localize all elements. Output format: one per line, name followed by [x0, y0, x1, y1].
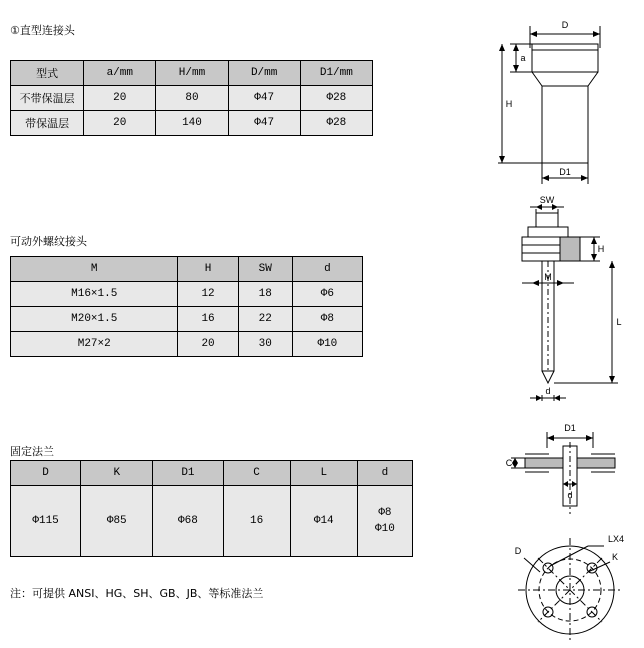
table3-header-5: d: [357, 461, 412, 486]
table3-header-4: L: [290, 461, 357, 486]
table-header-row: [11, 257, 363, 282]
table1-header-0: 型式: [11, 61, 84, 86]
dim-label-M: M: [544, 272, 552, 282]
table2-r2-c0: M27×2: [11, 332, 178, 357]
table1-header-4: D1/mm: [300, 61, 372, 86]
table1-r0-c3: Φ47: [228, 86, 300, 111]
table1-r0-c0: 不带保温层: [11, 86, 84, 111]
table-row: [11, 111, 373, 136]
table2-r2-c3: Φ10: [292, 332, 362, 357]
drawing-straight-connector: [490, 8, 640, 188]
table2-r2-c2: 30: [238, 332, 292, 357]
table2-r2-c1: 20: [178, 332, 238, 357]
table1-header-2: H/mm: [156, 61, 228, 86]
table-row: [11, 486, 413, 557]
section-title-flange: 固定法兰: [10, 445, 54, 458]
table2-r0-c3: Φ6: [292, 282, 362, 307]
dim-label-d: d: [545, 386, 551, 396]
table2-r0-c0: M16×1.5: [11, 282, 178, 307]
dim-label-C: C: [505, 458, 513, 468]
drawing-flange-side: [505, 418, 635, 528]
dim-label-D1: D1: [564, 423, 576, 433]
table3-header-2: D1: [153, 461, 223, 486]
table-row: [11, 307, 363, 332]
section-title-thread-joint: 可动外螺纹接头: [10, 235, 87, 248]
table1-r0-c2: 80: [156, 86, 228, 111]
table3-r0-c5-line0: Φ8: [378, 506, 392, 519]
footnote-standard-flanges: 注：可提供 ANSI、HG、SH、GB、JB、等标准法兰: [10, 587, 264, 600]
table3-r0-c2: Φ68: [153, 486, 223, 557]
table-row: [11, 86, 373, 111]
table2-header-2: SW: [238, 257, 292, 282]
table3-r0-c3: 16: [223, 486, 290, 557]
section-title-straight-connector: ①直型连接头: [10, 24, 75, 37]
table1-header-3: D/mm: [228, 61, 300, 86]
table3-header-1: K: [81, 461, 153, 486]
dim-label-H: H: [505, 99, 513, 109]
dim-label-K: K: [611, 552, 619, 562]
table-header-row: [11, 61, 373, 86]
dim-label-L: L: [616, 317, 622, 327]
table2-header-0: M: [11, 257, 178, 282]
table2-header-3: d: [292, 257, 362, 282]
dim-label-d: d: [567, 490, 573, 500]
dim-label-D: D: [514, 546, 522, 556]
table2-header-1: H: [178, 257, 238, 282]
table-straight-connector: [10, 60, 373, 136]
dim-label-D: D: [561, 20, 569, 30]
table3-r0-c1: Φ85: [81, 486, 153, 557]
table-header-row: [11, 461, 413, 486]
table2-r0-c1: 12: [178, 282, 238, 307]
dim-label-D1: D1: [559, 167, 571, 177]
table1-r1-c4: Φ28: [300, 111, 372, 136]
table1-header-1: a/mm: [84, 61, 156, 86]
table3-r0-c4: Φ14: [290, 486, 357, 557]
table1-r1-c2: 140: [156, 111, 228, 136]
table-row: [11, 282, 363, 307]
drawing-flange-face: [500, 528, 640, 646]
table3-r0-c0: Φ115: [11, 486, 81, 557]
table2-r1-c1: 16: [178, 307, 238, 332]
table2-r1-c3: Φ8: [292, 307, 362, 332]
table3-header-0: D: [11, 461, 81, 486]
dim-label-SW: SW: [539, 195, 555, 205]
dim-label-LX4: LX4: [608, 534, 625, 544]
table3-r0-c5: [357, 486, 412, 557]
table1-r0-c1: 20: [84, 86, 156, 111]
table2-r1-c0: M20×1.5: [11, 307, 178, 332]
dim-label-H: H: [597, 244, 605, 254]
table-thread-joint: [10, 256, 363, 357]
table1-r1-c0: 带保温层: [11, 111, 84, 136]
drawing-thread-joint: [500, 195, 640, 405]
table1-r0-c4: Φ28: [300, 86, 372, 111]
dim-label-a: a: [520, 53, 526, 63]
table-flange: [10, 460, 413, 557]
table1-r1-c3: Φ47: [228, 111, 300, 136]
table3-header-3: C: [223, 461, 290, 486]
table2-r0-c2: 18: [238, 282, 292, 307]
table-row: [11, 332, 363, 357]
table2-r1-c2: 22: [238, 307, 292, 332]
table3-r0-c5-line1: Φ10: [375, 523, 395, 535]
table1-r1-c1: 20: [84, 111, 156, 136]
